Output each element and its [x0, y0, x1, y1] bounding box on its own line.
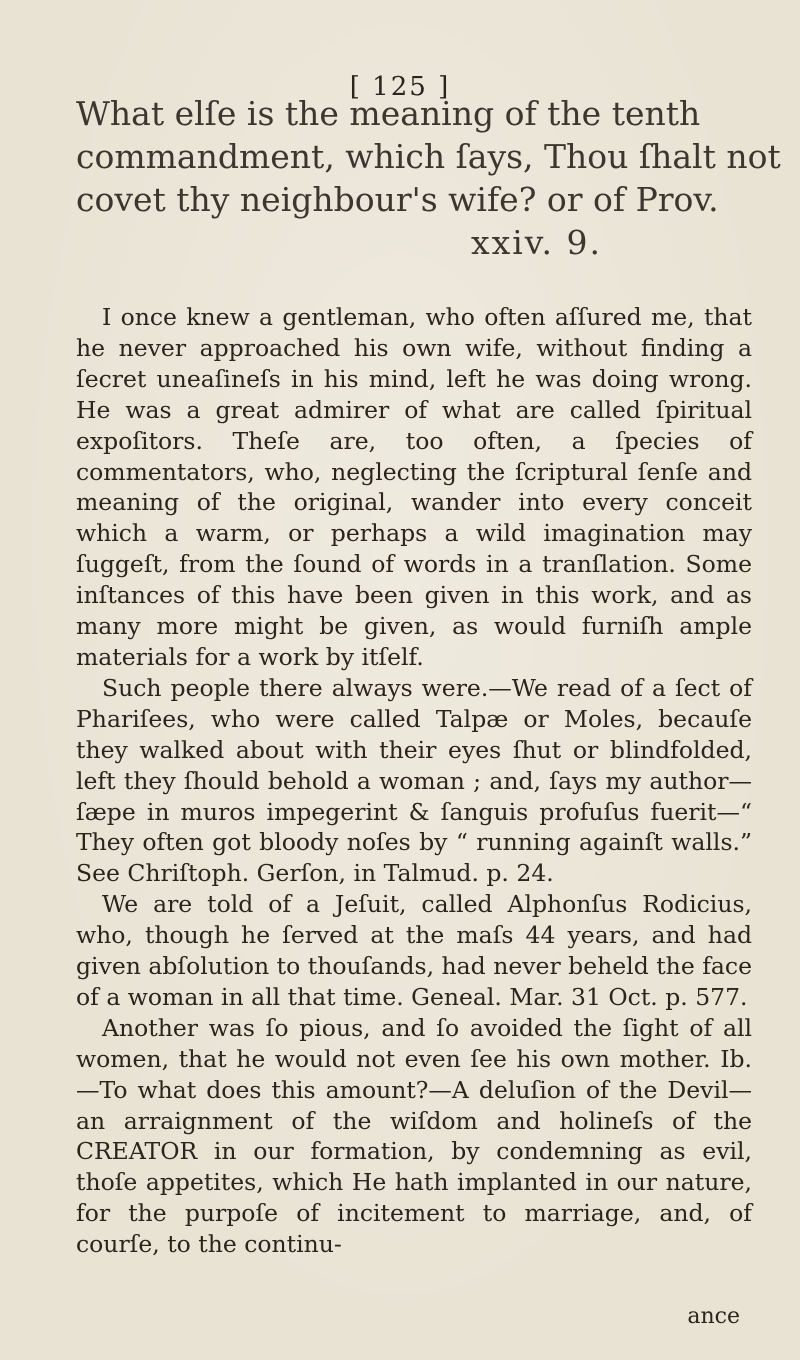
- paragraph-pharisees: Such people there always were.—We read of a ſect of Phariſees, who were called Talpæ or Moles, becauſe they walked about with their eyes ſhut or blindfolded, left they ſhould behold a woman ; and, ſays my author—ſæpe in muros impegerint & ſanguis profuſus fuerit—“ They often got bloody noſes by “ running againſt walls.” See Chriſtoph. Gerſon, in Talmud. p. 24.: [76, 673, 752, 888]
- heading-line-1: What elſe is the meaning of the tenth: [76, 94, 701, 133]
- heading-reference: xxiv. 9.: [471, 223, 602, 262]
- heading-question: [76, 92, 781, 264]
- heading-line-3: covet thy neighbour's wife? or of Prov.: [76, 180, 719, 219]
- paragraph-gentleman: I once knew a gentleman, who often aſſured me, that he never approached his own wife, without finding a ſecret uneaſineſs in his mind, left he was doing wrong. He was a great admirer of what are called ſpiritual expoſitors. Theſe are, too often, a ſpecies of commentators, who, neglecting the ſcriptural ſenſe and meaning of the original, wander into every conceit which a warm, or perhaps a wild imagination may ſuggeſt, from the ſound of words in a tranſlation. Some inſtances of this have been given in this work, and as many more might be given, as would furniſh ample materials for a work by itſelf.: [76, 303, 752, 671]
- paragraph-jesuit: We are told of a Jeſuit, called Alphonſus Rodicius, who, though he ſerved at the maſs 44 years, and had given abſolution to thouſands, had never beheld the face of a woman in all that time. Geneal. Mar. 31 Oct. p. 577.: [76, 890, 752, 1011]
- catchword: ance: [687, 1304, 740, 1329]
- heading-line-2: commandment, which ſays, Thou ſhalt not: [76, 137, 781, 176]
- page-number: [ 125 ]: [349, 72, 451, 102]
- body-text: [76, 302, 752, 1260]
- paragraph-another: Another was ſo pious, and ſo avoided the ſight of all women, that he would not even ſee his own mother. Ib.—To what does this amount?—A deluſion of the Devil—an arraignment of the wiſdom and holineſs of the CREATOR in our formation, by condemning as evil, thoſe appetites, which He hath implanted in our nature, for the purpoſe of incitement to marriage, and, of courſe, to the continu-: [76, 1013, 752, 1259]
